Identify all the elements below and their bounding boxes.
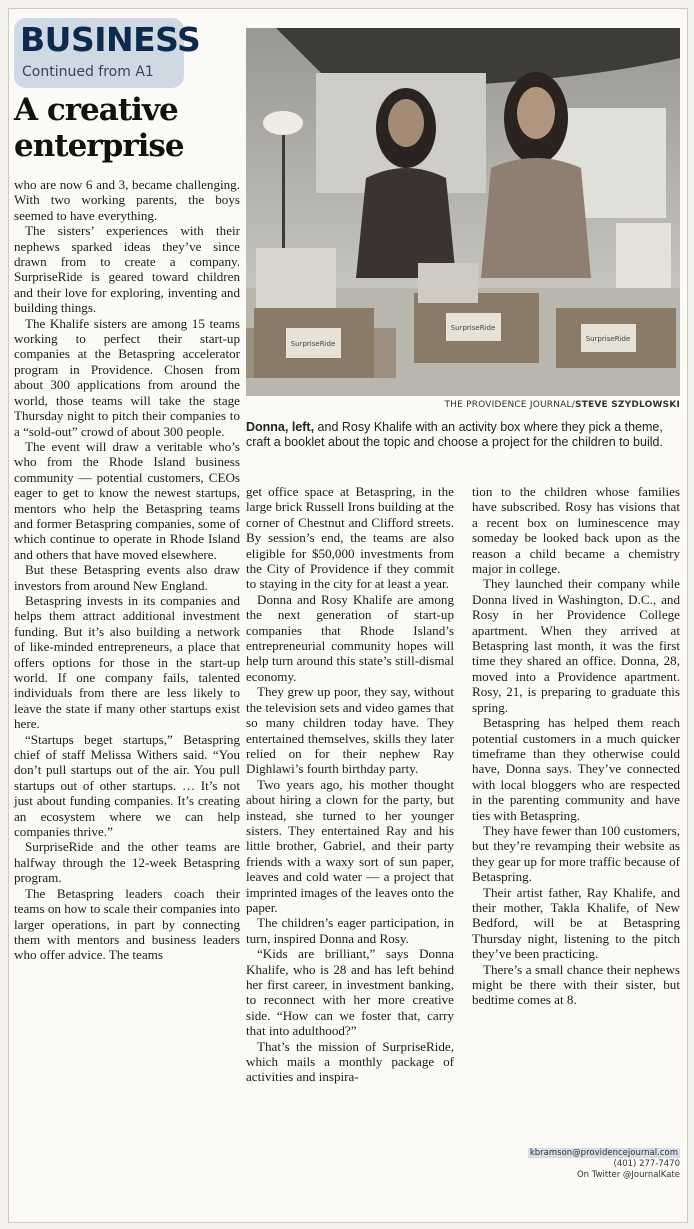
author-email[interactable]: kbramson@providencejournal.com — [529, 1148, 678, 1158]
caption-lead: Donna, left, — [246, 420, 315, 434]
paragraph: But these Betaspring events also draw investors from around New England. — [14, 562, 240, 593]
photo-caption — [246, 420, 680, 450]
author-twitter[interactable]: On Twitter @JournalKate — [576, 1170, 680, 1180]
paragraph: The Betaspring leaders coach their teams on how to scale their companies into larger operations, in part by connecting them with mentors and business leaders who offer advice. The teams — [14, 885, 240, 963]
paragraph: SurpriseRide and the other teams are halfway through the 12-week Betaspring program. — [14, 839, 240, 886]
paragraph: They grew up poor, they say, without the television sets and video games that so many children today have. They entertained themselves, skills they later relied on for their nephew Ray Dighlawi’s fourth birthday party. — [246, 684, 454, 777]
paragraph: who are now 6 and 3, became challenging. With two working parents, the boys seemed to have everything. — [14, 177, 240, 223]
paragraph: There’s a small chance their nephews might be there with their sister, but bedtime comes at 8. — [472, 961, 680, 1008]
paragraph: They launched their company while Donna lived in Washington, D.C., and Rosy in her Providence College apartment. When they arrived at Betaspring last month, it was the first time they shared an office. Donna, 28, moved into a Providence apartment. Rosy, 21, is preparing to graduate this spring. — [472, 576, 680, 715]
paragraph: That’s the mission of SurpriseRide, which mails a monthly package of activities and inspira- — [246, 1038, 454, 1085]
paragraph: Donna and Rosy Khalife are among the next generation of start-up companies that Rhode Island’s entrepreneurial community hopes will help turn around this state’s still-dismal economy. — [246, 591, 454, 684]
paragraph: Betaspring invests in its companies and helps them attract additional investment funding. But it’s also building a network of like-minded entrepreneurs, a place that offers options for those in the start-up world. If one company fails, talented individuals from there are less likely to leave the state if many other startups exist here. — [14, 592, 240, 732]
paragraph: get office space at Betaspring, in the large brick Russell Irons building at the corner of Chestnut and Clifford streets. By session’s end, the teams are also eligible for $50,000 investments from the City of Providence if they commit to staying in the city for at least a year. — [246, 484, 454, 592]
paragraph: They have fewer than 100 customers, but they’re revamping their website as they gear up for more traffic because of Betaspring. — [472, 822, 680, 885]
article-column-3 — [472, 484, 680, 1008]
section-badge — [14, 18, 201, 88]
paragraph: Their artist father, Ray Khalife, and their mother, Takla Khalife, of New Bedford, will be at Betaspring Thursday night, listening to the pitch they’ve been practicing. — [472, 884, 680, 962]
article-headline: A creative enterprise — [14, 92, 184, 164]
article-column-2 — [246, 484, 454, 1085]
paragraph: The event will draw a veritable who’s who from the Rhode Island business community — potential customers, CEOs eager to get to know the newest startups, mentors who help the Betaspring teams and former Betaspring companies, some of which continue to operate in Rhode Island and others that have moved elsewhere. — [14, 438, 240, 562]
photo-credit — [246, 400, 680, 410]
paragraph: “Startups beget startups,” Betaspring chief of staff Melissa Withers said. “You don’t pull startups out of the air. You pull startups out of other startups. … It’s not just about funding companies. It’s creating an ecosystem where we can help companies thrive.” — [14, 731, 240, 840]
paragraph: The sisters’ experiences with their nephews sparked ideas they’ve since drawn from to create a company. SurpriseRide is geared toward children and their love for exploring, inventing and building things. — [14, 223, 240, 316]
paragraph: “Kids are brilliant,” says Donna Khalife, who is 28 and has left behind her first career, in investment banking, to reconnect with her more creative side. “How can we foster that, carry that into adulthood?” — [246, 946, 454, 1039]
author-phone: (401) 277-7470 — [613, 1159, 680, 1169]
photo-credit-org: THE PROVIDENCE JOURNAL/ — [444, 400, 575, 410]
caption-text: and Rosy Khalife with an activity box where they pick a theme, craft a booklet about the topic and choose a project for the children to build. — [246, 420, 663, 449]
paragraph: Betaspring has helped them reach potential customers in a much quicker timeframe than they otherwise could have, Donna says. They’ve connected with local bloggers who are respected in the parenting community and have ties with Betaspring. — [472, 715, 680, 823]
photo-illustration — [246, 28, 680, 396]
photo-credit-name: STEVE SZYDLOWSKI — [574, 400, 680, 410]
article-column-1 — [14, 177, 240, 963]
paragraph: Two years ago, his mother thought about hiring a clown for the party, but instead, she turned to her younger sisters. They entertained Ray and his little brother, Gabriel, and their party friends with a waxy sort of sun paper, leaves and cold water — a project that imprinted images of the leaves onto the paper. — [246, 776, 454, 915]
section-kicker: BUSINESS — [20, 20, 201, 59]
paragraph: The Khalife sisters are among 15 teams working to perfect their start-up companies at the Betaspring accelerator program in Providence. Chosen from about 300 applications from around the world, those teams will take the stage Thursday night to pitch their companies to a “sold-out” crowd of about 300 people. — [14, 315, 240, 439]
box-label-2: SurpriseRide — [450, 324, 496, 332]
box-label-1: SurpriseRide — [290, 340, 336, 348]
author-contact — [500, 1148, 680, 1181]
continued-from-label: Continued from A1 — [22, 64, 154, 80]
paragraph: tion to the children whose families have subscribed. Rosy has visions that a recent box on luminescence may someday be looked back upon as the reason a child became a chemistry major in college. — [472, 484, 680, 577]
box-label-3: SurpriseRide — [585, 335, 631, 343]
article-photo — [246, 28, 680, 396]
paragraph: The children’s eager participation, in turn, inspired Donna and Rosy. — [246, 915, 454, 946]
